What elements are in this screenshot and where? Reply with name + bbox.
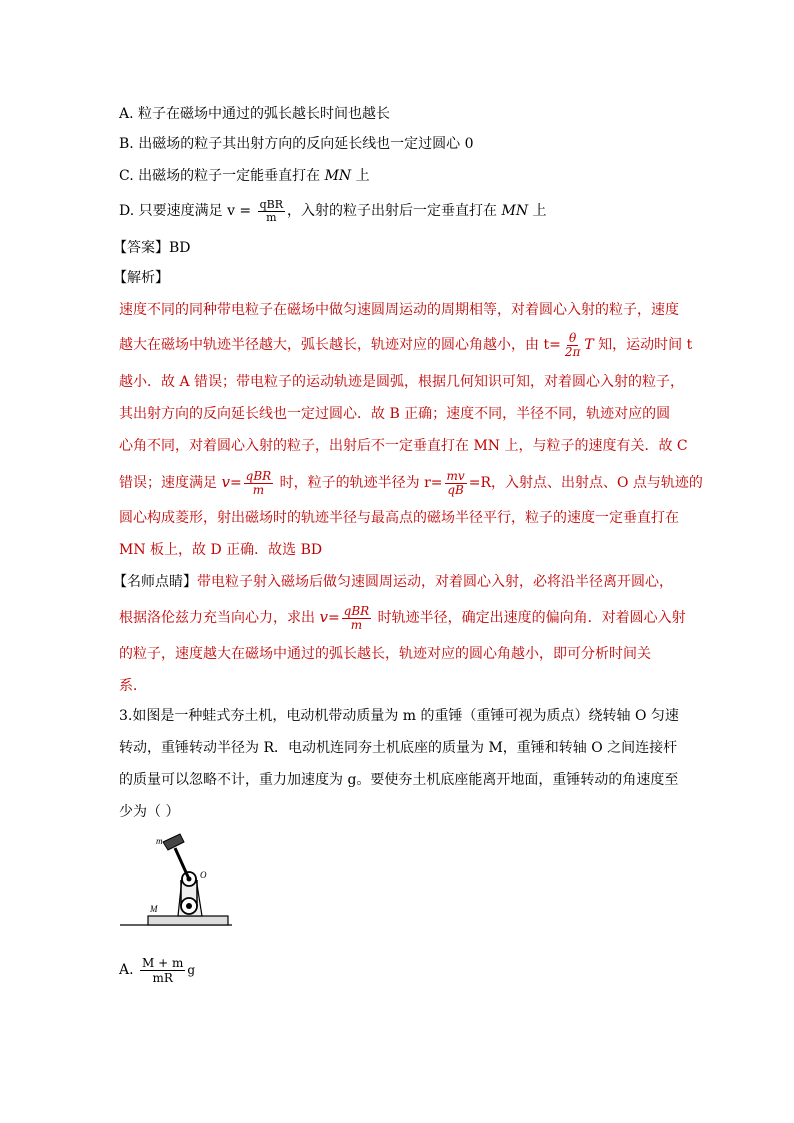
figure-label-o: O [200,870,207,880]
option-d [119,196,547,226]
q3-line-2: 转动，重锤转动半径为 R．电动机连同夯土机底座的质量为 M，重锤和转轴 O 之间连接杆 [119,740,678,756]
q3-option-a [119,952,195,988]
analysis-line-5: 心角不同，对着圆心入射的粒子，出射后不一定垂直打在 MN 上，与粒子的速度有关．故 C [119,438,688,454]
tip-speed-fraction [342,605,372,632]
analysis-line-6-text: 错误；速度满足 [119,475,222,491]
rammer-figure [118,832,234,932]
tip-line-4: 系． [119,678,147,694]
option-d-text: D. 只要速度满足 v = [119,203,256,219]
figure-label-M: M [150,904,158,914]
option-c-text: C. 出磁场的粒子一定能垂直打在 [119,168,325,184]
option-c-end: 上 [351,168,370,184]
analysis-line-8: MN 板上，故 D 正确．故选 BD [119,542,323,558]
tip-line-1 [113,572,673,592]
analysis-line-6-end: =R，入射点、出射点、O 点与轨迹的 [468,475,703,491]
option-d-end: 上 [528,203,547,219]
tip-line-3: 的粒子，速度越大在磁场中通过的弧长越长，轨迹对应的圆心角越小，即可分析时间关 [119,646,651,662]
option-d-num: qBR [259,197,284,211]
tip-v: v [319,608,328,626]
analysis-line-2-text: 越大在磁场中轨迹半径越大，弧长越长，轨迹对应的圆心角越小，由 t= [119,337,561,353]
analysis-line-1: 速度不同的同种带电粒子在磁场中做匀速圆周运动的周期相等，对着圆心入射的粒子，速度 [119,302,679,318]
figure-label-m: m [156,836,163,846]
answer-value: BD [169,240,191,256]
tip-line-2-text: 根据洛伦兹力充当向心力，求出 [119,610,320,626]
analysis-m: m [252,482,265,497]
option-a: A. 粒子在磁场中通过的弧长越长时间也越长 [119,106,391,122]
q3-line-4: 少为（ ） [119,804,180,820]
option-d-den: m [266,210,277,224]
analysis-line-2 [119,330,692,360]
analysis-theta: θ [568,330,577,345]
q3-option-a-den: mR [152,970,173,985]
tip-label: 【名师点睛】 [113,574,197,590]
option-c-mn: MN [324,168,352,184]
analysis-line-2-end: 知，运动时间 t [593,337,693,353]
analysis-label: 【解析】 [113,270,169,286]
analysis-speed-fraction [244,470,274,497]
analysis-2pi: 2π [564,344,581,359]
option-d-mn: MN [501,203,529,219]
rammer-drawing [118,832,234,932]
tip-eq: = [327,610,340,626]
tip-line-1-text: 带电粒子射入磁场后做匀速圆周运动，对着圆心入射，必将沿半径离开圆心， [197,574,673,590]
tip-qbr: qBR [343,603,370,618]
analysis-T: T [584,337,594,353]
analysis-line-4: 其出射方向的反向延长线也一定过圆心．故 B 正确；速度不同，半径不同，轨迹对应的圆 [119,406,671,422]
q3-line-3: 的质量可以忽略不计，重力加速度为 g。要使夯土机底座能离开地面，重锤转动的角速度至 [119,772,679,788]
tip-line-2 [119,602,686,633]
q3-option-a-label: A. [119,962,134,978]
tip-m: m [350,617,363,632]
analysis-radius-fraction [445,470,467,497]
option-b: B. 出磁场的粒子其出射方向的反向延长线也一定过圆心 0 [119,136,474,152]
q3-option-a-fraction [140,956,185,985]
answer-label: 【答案】 [113,240,169,256]
q3-option-a-g: g [187,963,196,977]
analysis-line-6 [119,467,703,498]
analysis-v: v [221,473,230,491]
answer-line [113,238,191,258]
analysis-qb: qB [447,482,464,497]
q3-line-1: 3.如图是一种蛙式夯土机，电动机带动质量为 m 的重锤（重锤可视为质点）绕转轴 O 匀速 [119,708,679,724]
analysis-qbr: qBR [245,468,272,483]
analysis-line-6-mid: 时，粒子的轨迹半径为 r= [275,475,443,491]
analysis-line-3: 越小．故 A 错误；带电粒子的运动轨迹是圆弧，根据几何知识可知，对着圆心入射的粒子， [119,374,685,390]
analysis-eq: = [229,475,242,491]
analysis-mv: mv [446,468,465,483]
q3-option-a-num: M + m [142,955,184,970]
option-c [119,166,370,186]
analysis-line-7: 圆心构成菱形，射出磁场时的轨迹半径与最高点的磁场半径平行，粒子的速度一定垂直打在 [119,510,679,526]
analysis-period-fraction [563,332,583,359]
option-d-mid: ，入射的粒子出射后一定垂直打在 [287,203,502,219]
tip-line-2-end: 时轨迹半径，确定出速度的偏向角．对着圆心入射 [373,610,686,626]
option-d-fraction [258,199,285,224]
